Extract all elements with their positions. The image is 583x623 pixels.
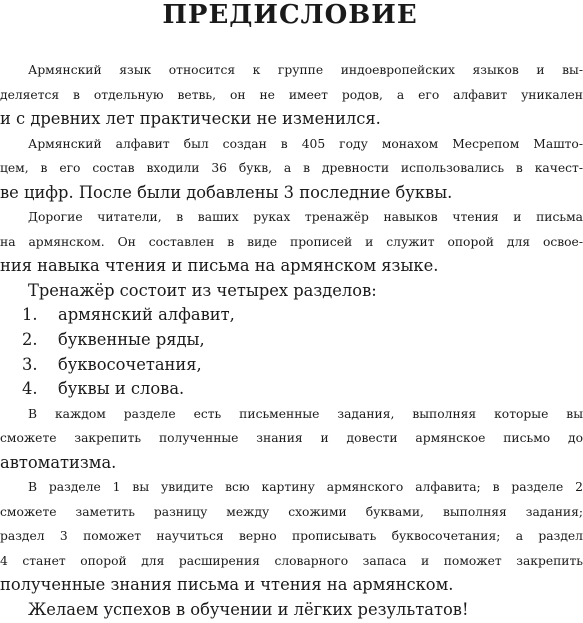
text-line: и с древних лет практически не изменился.: [0, 109, 381, 129]
text-line: 4 станет опорой для расширения словарного запаса и поможет закрепить: [0, 553, 583, 568]
list-number: 1.: [22, 305, 38, 325]
text-line: автоматизма.: [0, 452, 117, 472]
paragraph-7: [0, 598, 583, 623]
list-text: буквы и слова.: [58, 379, 185, 399]
text-line: Желаем успехов в обучении и лёгких результатов!: [28, 600, 469, 620]
page-title: ПРЕДИСЛОВИЕ: [162, 0, 418, 30]
preface-body: [0, 58, 583, 623]
paragraph-5: [0, 402, 583, 476]
paragraph-6: [0, 475, 583, 598]
text-line: ве цифр. После были добавлены 3 последние буквы.: [0, 182, 453, 202]
list-number: 2.: [22, 330, 38, 350]
list-text: буквосочетания,: [58, 354, 202, 374]
list-item: [0, 353, 583, 378]
text-line: В разделе 1 вы увидите всю картину армянского алфавита; в разделе 2: [28, 480, 583, 495]
list-item: [0, 303, 583, 328]
text-line: цем, в его состав входили 36 букв, а в древности использовались в качест-: [0, 161, 583, 176]
text-line: Тренажёр состоит из четырех разделов:: [28, 280, 377, 300]
text-line: раздел 3 поможет научиться верно прописывать буквосочетания; а раздел: [0, 529, 583, 544]
list-item: [0, 377, 583, 402]
list-number: 3.: [22, 354, 38, 374]
list-text: буквенные ряды,: [58, 330, 205, 350]
paragraph-1: [0, 58, 583, 132]
text-line: деляется в отдельную ветвь, он не имеет родов, а его алфавит уникален: [0, 87, 583, 102]
list-item: [0, 328, 583, 353]
paragraph-3: [0, 205, 583, 279]
sections-list: [0, 303, 583, 401]
paragraph-4: [0, 279, 583, 304]
list-text: армянский алфавит,: [58, 305, 235, 325]
text-line: В каждом разделе есть письменные задания, выполняя которые вы: [28, 406, 583, 421]
text-line: Армянский алфавит был создан в 405 году монахом Месрепом Машто-: [28, 136, 583, 151]
text-line: Дорогие читатели, в ваших руках тренажёр навыков чтения и письма: [28, 210, 583, 225]
text-line: Армянский язык относится к группе индоевропейских языков и вы-: [28, 63, 583, 77]
text-line: сможете заметить разницу между схожими буквами, выполняя задания;: [0, 504, 583, 519]
list-number: 4.: [22, 379, 38, 399]
text-line: полученные знания письма и чтения на армянском.: [0, 575, 454, 595]
text-line: на армянском. Он составлен в виде прописей и служит опорой для освое-: [0, 234, 583, 249]
paragraph-2: [0, 132, 583, 206]
text-line: ния навыка чтения и письма на армянском языке.: [0, 256, 439, 276]
text-line: сможете закрепить полученные знания и довести армянское письмо до: [0, 431, 583, 446]
